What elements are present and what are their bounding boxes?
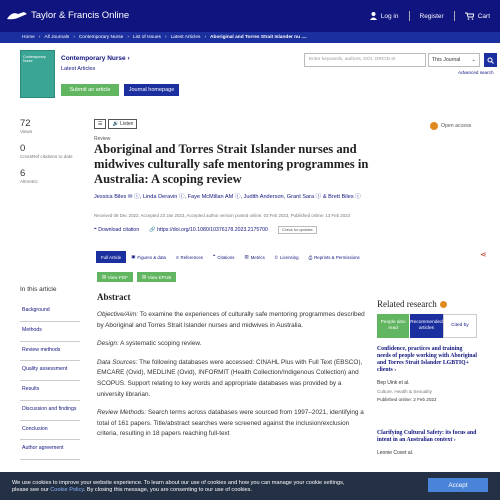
table-of-contents [20,286,80,460]
search-button[interactable] [484,53,497,67]
author-list[interactable]: Jessica Biles ✉ ⓘ, Linda Deravin ⓘ, Faye McMillan AM ⓘ, Judith Anderson, Grant Sara ⓘ & Brett Biles ⓘ [94,194,361,200]
related-item-author: Bep Uink et al. [377,380,410,386]
cart-link[interactable]: Cart [465,12,490,20]
brand-logo[interactable] [6,9,129,21]
tab-people-also-read[interactable]: People also read [377,314,409,338]
crumb-all-journals[interactable]: All Journals [44,35,70,40]
info-icon[interactable] [440,301,447,308]
download-citation-link[interactable]: ❝ Download citation [94,227,140,233]
open-access-badge: Open access [430,122,471,130]
pdf-icon: ▤ [102,274,107,279]
article-tabs [96,251,365,263]
toc-item-discussion[interactable]: Discussion and findings [20,401,80,421]
abstract-body [97,310,365,448]
journal-title[interactable]: Contemporary Nurse › [61,55,130,62]
metric-crossref: 0 CrossRef citations to date [20,142,73,159]
article-title: Aboriginal and Torres Strait Islander nurses and midwives culturally safe mentoring programmes in Australia: A scoping review [94,142,369,186]
abstract-methods: Review Methods: Search terms across databases were sourced from 1997–2021, identifying a total of 161 papers. Title/abstract searches were screened against the inclusion/exclusion criteria, resulting in 18 papers reaching full-text [97,409,364,438]
cookie-text: We use cookies to improve your website experience. To learn about our use of cookies and how you can manage your cookie settings, please see our Cookie Policy. By closing this message, you are consenting to our use of cookies. [12,480,345,493]
login-link[interactable]: Log in [370,12,399,20]
doi-link[interactable]: 🔗 https://doi.org/10.1080/10376178.2023.2175700 [149,227,268,233]
register-link[interactable]: Register [419,12,444,20]
submit-article-button[interactable]: Submit an article [61,84,119,96]
cookie-banner [0,472,500,500]
toc-item-quality[interactable]: Quality assessment [20,361,80,381]
advanced-search-link[interactable]: Advanced search [458,70,494,75]
divider [409,11,410,21]
user-icon [370,12,377,20]
tab-recommended[interactable]: Recommended articles [409,314,443,338]
list-icon: ≡ [175,254,179,260]
view-pdf-button[interactable]: ▤ View PDF [97,272,133,282]
article-dates: Received 06 Dec 2022, Accepted 23 Jan 2023, Accepted author version posted online: 03 Feb 2023, Published online: 13 Feb 2023 [94,213,351,218]
quote-icon: ❝ [94,227,97,233]
search-icon [487,57,494,64]
search-input[interactable]: Enter keywords, authors, DOI, ORCID et [304,53,426,67]
toc-item-conclusion[interactable]: Conclusion [20,421,80,441]
citation-links [94,226,317,234]
tab-references[interactable]: ≡ References [175,254,203,260]
menu-button[interactable] [94,119,106,129]
article-metrics [20,118,80,193]
view-epub-button[interactable]: ▤ View EPUB [137,272,176,282]
toc-item-background[interactable]: Background [20,302,80,322]
image-icon: ▣ [131,254,136,259]
crumb-current: Aboriginal and Torres Strait Islander nu .... [210,35,307,40]
metric-views: 72 Views [20,118,33,134]
cover-title: Contemporary Nurse [23,55,46,63]
epub-icon: ▤ [141,274,147,279]
accept-cookies-button[interactable]: Accept [428,478,488,492]
check-for-updates-button[interactable]: Check for updates [278,226,317,234]
toc-item-review-methods[interactable]: Review methods [20,342,80,362]
crumb-journal[interactable]: Contemporary Nurse [78,35,124,40]
share-icon[interactable]: ⋖ [480,250,487,259]
chevron-down-icon: ⌄ [471,57,476,63]
related-research-heading: Related research [377,299,447,309]
tab-figures[interactable]: ▣ Figures & data [131,254,166,260]
related-item[interactable] [377,346,477,404]
speaker-icon: 🔊 [112,121,119,127]
related-item-journal: Culture, Health & Sexuality [377,388,432,394]
account-nav [370,11,490,21]
link-icon: 🔗 [149,227,156,233]
related-item-title[interactable]: Clarifying Cultural Safety: its focus and intent in an Australian context › [377,430,477,443]
toc-item-methods[interactable]: Methods [20,322,80,342]
tab-full-article[interactable]: Full Article [96,251,126,263]
copyright-icon: © [274,254,279,260]
abstract-objective: Objective/Aim: To examine the experiences of culturally safe mentoring programmes described by Aboriginal and Torres Strait Islander nurses and midwives in Australia. [97,311,365,329]
menu-icon: ☰ [98,121,103,127]
bar-chart-icon: ▥ [244,254,249,259]
related-item-title[interactable]: Confidence, practices and training needs of people working with Aboriginal and Torres Strait Islander LGBTIQ+ clients › [377,346,478,373]
download-buttons [97,272,176,282]
related-item-author: Leonie Coxet al. [377,450,414,456]
crumb-home[interactable]: Home [22,35,35,40]
toc-item-results[interactable]: Results [20,381,80,401]
tab-reprints[interactable]: ⎙ Reprints & Permissions [308,254,360,260]
abstract-heading: Abstract [97,292,131,302]
abstract-design: Design: A systematic scoping review. [97,340,202,348]
tab-cited-by[interactable]: Cited by [443,314,477,338]
open-access-icon [430,122,438,130]
related-item[interactable] [377,430,477,457]
crumb-issues[interactable]: List of Issues [132,35,161,40]
lamp-logo-icon [6,9,28,21]
divider [454,11,455,21]
brand-name: Taylor & Francis Online [31,9,130,21]
cookie-policy-link[interactable]: Cookie Policy [50,487,84,493]
tab-metrics[interactable]: ▥ Metrics [244,254,265,260]
listen-toolbar [94,119,137,129]
site-header [0,0,500,32]
toc-item-author-agreement[interactable]: Author agreement [20,440,80,460]
journal-cover[interactable] [20,50,55,98]
tab-licensing[interactable]: © Licensing [274,254,299,260]
crumb-latest[interactable]: Latest Articles [170,35,201,40]
cart-icon [465,12,474,20]
breadcrumb: Home › All Journals › Contemporary Nurse › List of Issues › Latest Articles › Aboriginal and Torres Strait Islander nu .... [0,32,500,43]
related-item-published: Published online: 2 Feb 2022 [377,397,437,402]
tab-citations[interactable]: ❝ Citations [213,254,235,260]
journal-homepage-button[interactable]: Journal homepage [124,84,179,96]
search-scope-select[interactable]: This Journal ⌄ [428,53,480,67]
related-tabs [377,314,477,338]
abstract-sources: Data Sources: The following databases were accessed: CINAHL Plus with Full Text (EBSCO), EMCARE (Ovid), MEDLINE (Ovid), INFORMIT (Health Collection/Indigenous Collection) and SCOPUS. Support relating to key words and appropriate databases was provided by a university librarian. [97,358,363,398]
journal-subtitle[interactable]: Latest Articles [61,66,96,72]
quote-icon: ❝ [213,254,216,259]
toc-heading: In this article [20,286,57,293]
metric-altmetric: 6 Altmetric [20,167,38,184]
listen-button[interactable]: 🔊 Listen [108,119,137,129]
print-icon: ⎙ [308,254,313,260]
article-type: Review [94,136,111,142]
